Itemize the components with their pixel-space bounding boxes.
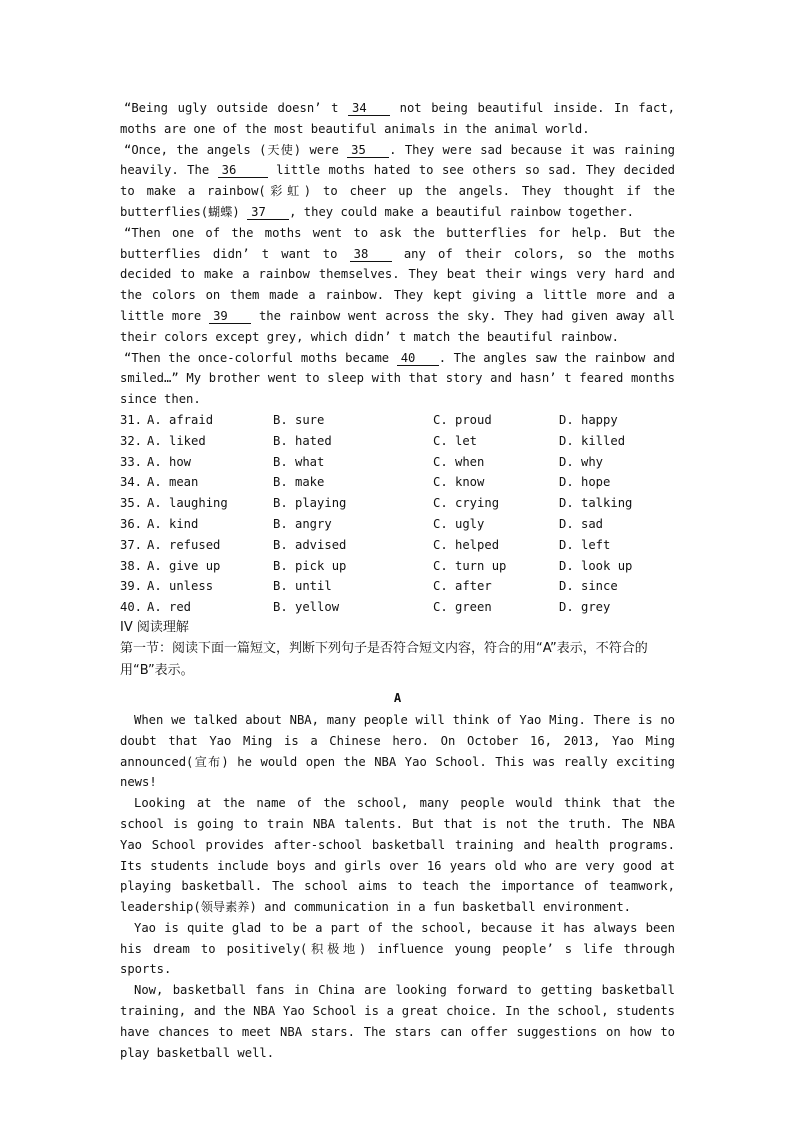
option-row <box>120 472 632 493</box>
text-run: not being beautiful inside. In fact, moths are one of the most beautiful animals in the animal world. <box>120 101 675 136</box>
text-run: , they could make a beautiful rainbow together. <box>289 204 634 219</box>
blank-37: 37 <box>247 205 289 220</box>
option-choice-d: D. since <box>559 579 618 594</box>
blank-34: 34 <box>348 101 390 116</box>
option-choice-c: C. when <box>433 454 485 469</box>
option-choice-b: B. yellow <box>273 600 340 615</box>
option-row <box>120 535 632 556</box>
reading-paragraph-3: Yao is quite glad to be a part of the school, because it has always been his dream to positively(积极地) influence young people’ s life through sports. <box>120 920 675 977</box>
text-run: little moths hated to see others so sad. They decided to make a rainbow(彩虹) to cheer up the angels. They thought if the butterflies(蝴蝶) <box>120 163 675 219</box>
question-number: 36. <box>120 516 143 531</box>
blank-35: 35 <box>347 143 389 158</box>
option-choice-c: C. crying <box>433 496 500 511</box>
question-number: 34. <box>120 475 143 490</box>
passage-paragraph-1 <box>120 98 675 140</box>
option-choice-c: C. after <box>433 579 492 594</box>
text-run: any of their colors, so the moths decided to make a rainbow themselves. They beat their wings very hard and the colors on them made a rainbow. They kept giving a little more and a little more <box>120 246 676 323</box>
question-number: 39. <box>120 579 143 594</box>
option-row <box>120 452 632 473</box>
text-run: . They were sad because it was raining heavily. The <box>120 142 676 178</box>
blank-36: 36 <box>218 163 268 178</box>
blank-39: 39 <box>209 309 251 324</box>
section-heading: IV 阅读理解 <box>120 619 189 635</box>
text-run: “Then the once-colorful moths became <box>124 350 397 365</box>
option-row <box>120 576 632 597</box>
option-row <box>120 410 632 431</box>
option-choice-b: B. until <box>273 579 332 594</box>
option-choice-a: A. unless <box>147 579 214 594</box>
option-row <box>120 431 632 452</box>
text-run: . The angles saw the rainbow and smiled…” My brother went to sleep with that story and hasn’ t feared months since then. <box>120 350 675 407</box>
passage-paragraph-4 <box>120 348 675 410</box>
reading-paragraph-1: When we talked about NBA, many people will think of Yao Ming. There is no doubt that Yao Ming is a Chinese hero. On October 16, 2013, Yao Ming announced(宣布) he would open the NBA Yao School. This was really exciting news! <box>120 712 675 790</box>
blank-40: 40 <box>397 351 439 366</box>
passage-paragraph-3 <box>120 223 675 348</box>
option-choice-a: A. refused <box>147 537 221 552</box>
question-number: 38. <box>120 558 143 573</box>
question-number: 31. <box>120 412 143 427</box>
option-row <box>120 514 632 535</box>
option-choice-a: A. give up <box>147 558 221 573</box>
option-choice-a: A. liked <box>147 433 206 448</box>
option-choice-b: B. sure <box>273 412 325 427</box>
option-choice-d: D. happy <box>559 412 618 427</box>
option-choice-b: B. hated <box>273 433 332 448</box>
question-number: 33. <box>120 454 143 469</box>
question-number: 35. <box>120 496 143 511</box>
option-choice-d: D. sad <box>559 516 604 531</box>
option-choice-c: C. let <box>433 433 478 448</box>
option-choice-b: B. advised <box>273 537 347 552</box>
option-choice-d: D. grey <box>559 600 611 615</box>
reading-paragraph-2: Looking at the name of the school, many people would think that the school is going to train NBA talents. But that is not the truth. The NBA Yao School provides after-school basketball training and health programs. Its students include boys and girls over 16 years old who are very good at playing basketball. The school aims to teach the importance of teamwork, leadership(领导素养) and communication in a fun basketball environment. <box>120 796 675 915</box>
document-page <box>120 98 675 1063</box>
option-choice-c: C. proud <box>433 412 492 427</box>
text-run: “Once, the angels (天使) were <box>124 142 348 157</box>
option-choice-b: B. make <box>273 475 325 490</box>
text-run: “Then one of the moths went to ask the butterflies for help. But the butterflies didn’ t want to <box>120 225 675 261</box>
option-choice-b: B. angry <box>273 516 332 531</box>
passage-paragraph-2 <box>120 140 675 223</box>
option-choice-c: C. know <box>433 475 485 490</box>
option-choice-d: D. talking <box>559 496 633 511</box>
option-choice-c: C. helped <box>433 537 500 552</box>
option-choice-a: A. how <box>147 454 192 469</box>
option-choice-b: B. playing <box>273 496 347 511</box>
text-run: “Being ugly outside doesn’ t <box>124 101 349 115</box>
option-row <box>120 597 632 618</box>
option-choice-d: D. look up <box>559 558 633 573</box>
option-row <box>120 493 632 514</box>
question-number: 40. <box>120 600 143 615</box>
option-choice-c: C. turn up <box>433 558 507 573</box>
option-choice-a: A. red <box>147 600 192 615</box>
option-choice-d: D. left <box>559 537 611 552</box>
option-choice-d: D. why <box>559 454 604 469</box>
options-table <box>120 410 632 618</box>
passage-title: A <box>393 690 402 705</box>
option-choice-d: D. killed <box>559 433 626 448</box>
option-choice-c: C. ugly <box>433 516 485 531</box>
section-instruction: 第一节：阅读下面一篇短文，判断下列句子是否符合短文内容，符合的用“A”表示，不符合的用“B”表示。 <box>120 640 648 678</box>
option-choice-a: A. afraid <box>147 412 214 427</box>
blank-38: 38 <box>350 247 392 262</box>
option-choice-c: C. green <box>433 600 492 615</box>
text-run: the rainbow went across the sky. They had given away all their colors except grey, which didn’ t match the beautiful rainbow. <box>120 308 675 344</box>
option-choice-a: A. kind <box>147 516 199 531</box>
question-number: 37. <box>120 537 143 552</box>
reading-paragraph-4: Now, basketball fans in China are looking forward to getting basketball training, and the NBA Yao School is a great choice. In the school, students have chances to meet NBA stars. The stars can offer suggestions on how to play basketball well. <box>120 983 675 1060</box>
option-choice-b: B. pick up <box>273 558 347 573</box>
option-choice-a: A. laughing <box>147 496 228 511</box>
option-choice-d: D. hope <box>559 475 611 490</box>
question-number: 32. <box>120 433 143 448</box>
option-row <box>120 556 632 577</box>
option-choice-a: A. mean <box>147 475 199 490</box>
option-choice-b: B. what <box>273 454 325 469</box>
